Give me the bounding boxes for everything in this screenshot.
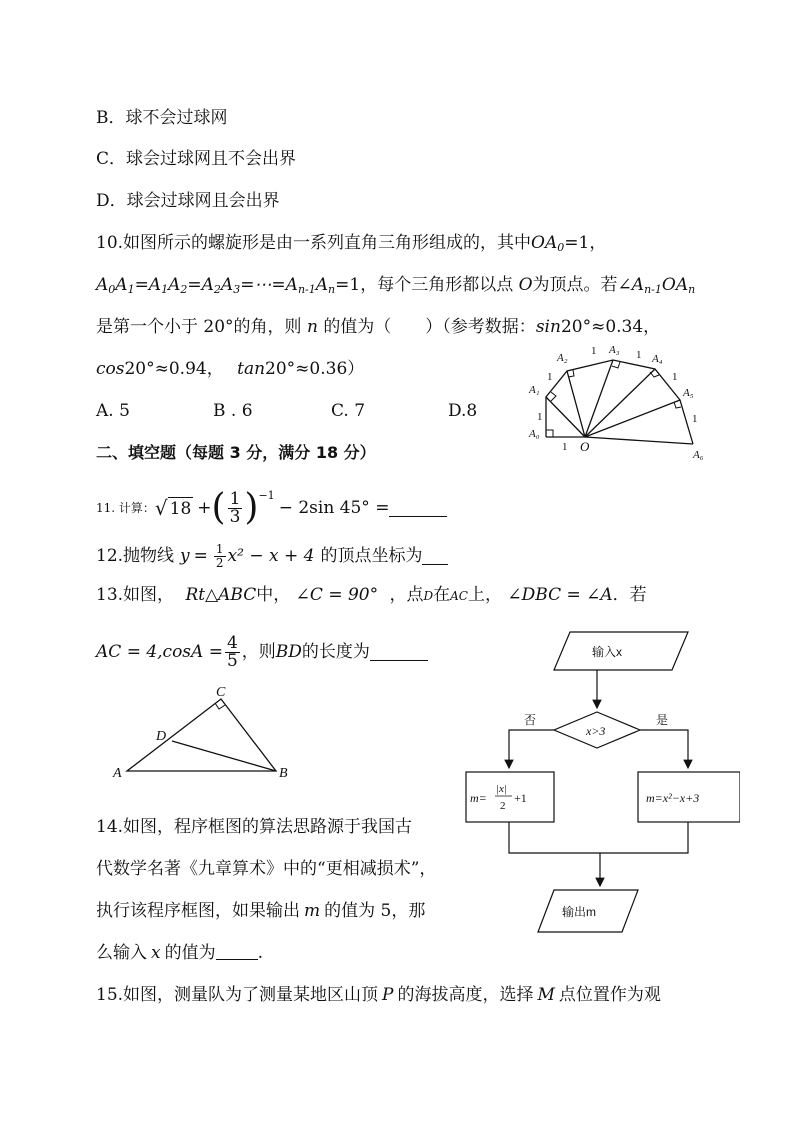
segment-o-a5 [585, 400, 680, 437]
label-a: A [113, 766, 122, 781]
triangle-figure [105, 680, 305, 785]
q11: 11. 计算： √ 18 + ( $\frac{1}{3}$ ) −1 − 2sin 45° = [96, 483, 447, 533]
q10-line4: cos20°≈0.94， tan20°≈0.36） [96, 359, 365, 379]
right-angle-mark [215, 703, 225, 709]
segment-bd [172, 741, 276, 771]
q13-line1: 13.如图， Rt△ABC中， ∠C = 90° ，点D在AC上， ∠DBC = ∠A．若 [96, 585, 647, 605]
sqrt-symbol: √ [154, 496, 168, 520]
fraction-four-fifths: $\frac{4}{5}$ [226, 632, 238, 671]
q9-option-b: B．球不会过球网 [96, 108, 228, 128]
section-title: 二、填空题（每题 3 分，满分 18 分） [96, 443, 376, 462]
q15: 15.如图，测量队为了测量某地区山顶 P 的海拔高度，选择 M 点位置作为观 [96, 985, 661, 1005]
svg-text:2: 2 [500, 800, 506, 812]
label-a2: A₂ [557, 352, 568, 364]
q10-line2: $A_0A_1=A_1A_2=A_2A_3=\cdots=A_{n-1}A_n=1$，每个三角形都以点 O为顶点。若$\angle A_{n-1}OA_n$ [96, 275, 696, 296]
triangle-abc [127, 699, 276, 771]
q10-option-d: D.8 [448, 401, 478, 421]
svg-text:1: 1 [692, 413, 698, 425]
svg-text:1: 1 [547, 371, 553, 383]
svg-text:|x|: |x| [496, 783, 507, 795]
q14-line4: 么输入 x 的值为 . [96, 943, 263, 963]
fraction-one-half: $\frac{1}{2}$ [215, 541, 224, 570]
segment-o-a6 [585, 437, 693, 444]
right-angle-mark [551, 392, 556, 401]
label-b: B [279, 766, 288, 781]
answer-blank[interactable] [216, 943, 258, 960]
q12: 12.抛物线 y = $\frac{1}{2}$ x² − x + 4 的顶点坐标为 [96, 540, 448, 572]
label-a0: A₀ [529, 428, 540, 440]
label-a1: A₁ [529, 384, 540, 396]
answer-blank[interactable] [370, 644, 428, 661]
svg-text:+1: +1 [514, 791, 527, 805]
oa0: $OA_0$ [531, 233, 565, 254]
fraction-one-third: $\frac{1}{3}$ [229, 488, 241, 527]
q10-option-a: A. 5 [96, 401, 130, 421]
input-label: 输入x [592, 645, 623, 659]
q14-line2: 代数学名著《九章算术》中的“更相减损术”， [96, 859, 437, 879]
label-a3: A₃ [609, 344, 620, 356]
segment-o-a3 [585, 360, 613, 437]
q14-line1: 14.如图，程序框图的算法思路源于我国古 [96, 817, 413, 837]
segment-o-a4 [585, 369, 655, 437]
q9-option-d: D．球会过球网且会出界 [96, 191, 280, 211]
segments-equal: $A_0A_1=A_1A_2=A_2A_3=\cdots=A_{n-1}A_n$ [96, 275, 336, 296]
label-c: C [216, 685, 226, 700]
svg-text:1: 1 [537, 411, 543, 423]
angle-an: $A_{n-1}OA_n$ [631, 275, 696, 296]
condition-label: x>3 [586, 724, 606, 738]
output-label: 输出m [562, 905, 596, 919]
q10-option-b: B . 6 [213, 401, 253, 421]
right-angle-mark [612, 362, 620, 368]
q13-line2: AC = 4,cosA = $\frac{4}{5}$ ，则 BD 的长度为 [96, 628, 428, 676]
svg-text:1: 1 [562, 441, 568, 453]
answer-blank[interactable] [389, 500, 447, 517]
svg-text:m=: m= [470, 791, 487, 805]
svg-text:1: 1 [636, 349, 642, 361]
right-angle-mark [546, 430, 553, 437]
svg-text:1: 1 [672, 371, 678, 383]
flowchart [460, 628, 740, 938]
flow-arrow [509, 730, 554, 768]
answer-blank[interactable] [422, 548, 448, 565]
q14-line3: 执行该程序框图，如果输出 m 的值为 5，那 [96, 901, 426, 921]
label-o: O [580, 439, 590, 454]
branch-no-label: 否 [524, 713, 537, 727]
branch-yes-label: 是 [656, 713, 669, 727]
flow-arrow [640, 730, 688, 768]
svg-text:1: 1 [591, 345, 597, 357]
label-a4: A₄ [652, 353, 663, 365]
flow-line [600, 822, 688, 853]
label-d: D [156, 729, 167, 744]
label-a6: A₆ [693, 449, 704, 460]
q10-line3: 是第一个小于 20°的角，则 n 的值为（ ）（参考数据：sin20°≈0.34， [96, 317, 661, 337]
sqrt-radicand: 18 [169, 498, 192, 519]
right-process-label: m=x²−x+3 [646, 791, 700, 805]
flow-line [509, 822, 600, 853]
spiral-figure [525, 340, 715, 460]
q10-line1: 10.如图所示的螺旋形是由一系列直角三角形组成的，其中$OA_0=1$， [96, 233, 607, 254]
label-a5: A₅ [683, 387, 694, 399]
right-angle-mark [674, 402, 681, 408]
q9-option-c: C．球会过球网且不会出界 [96, 149, 297, 169]
q10-option-c: C. 7 [331, 401, 366, 421]
